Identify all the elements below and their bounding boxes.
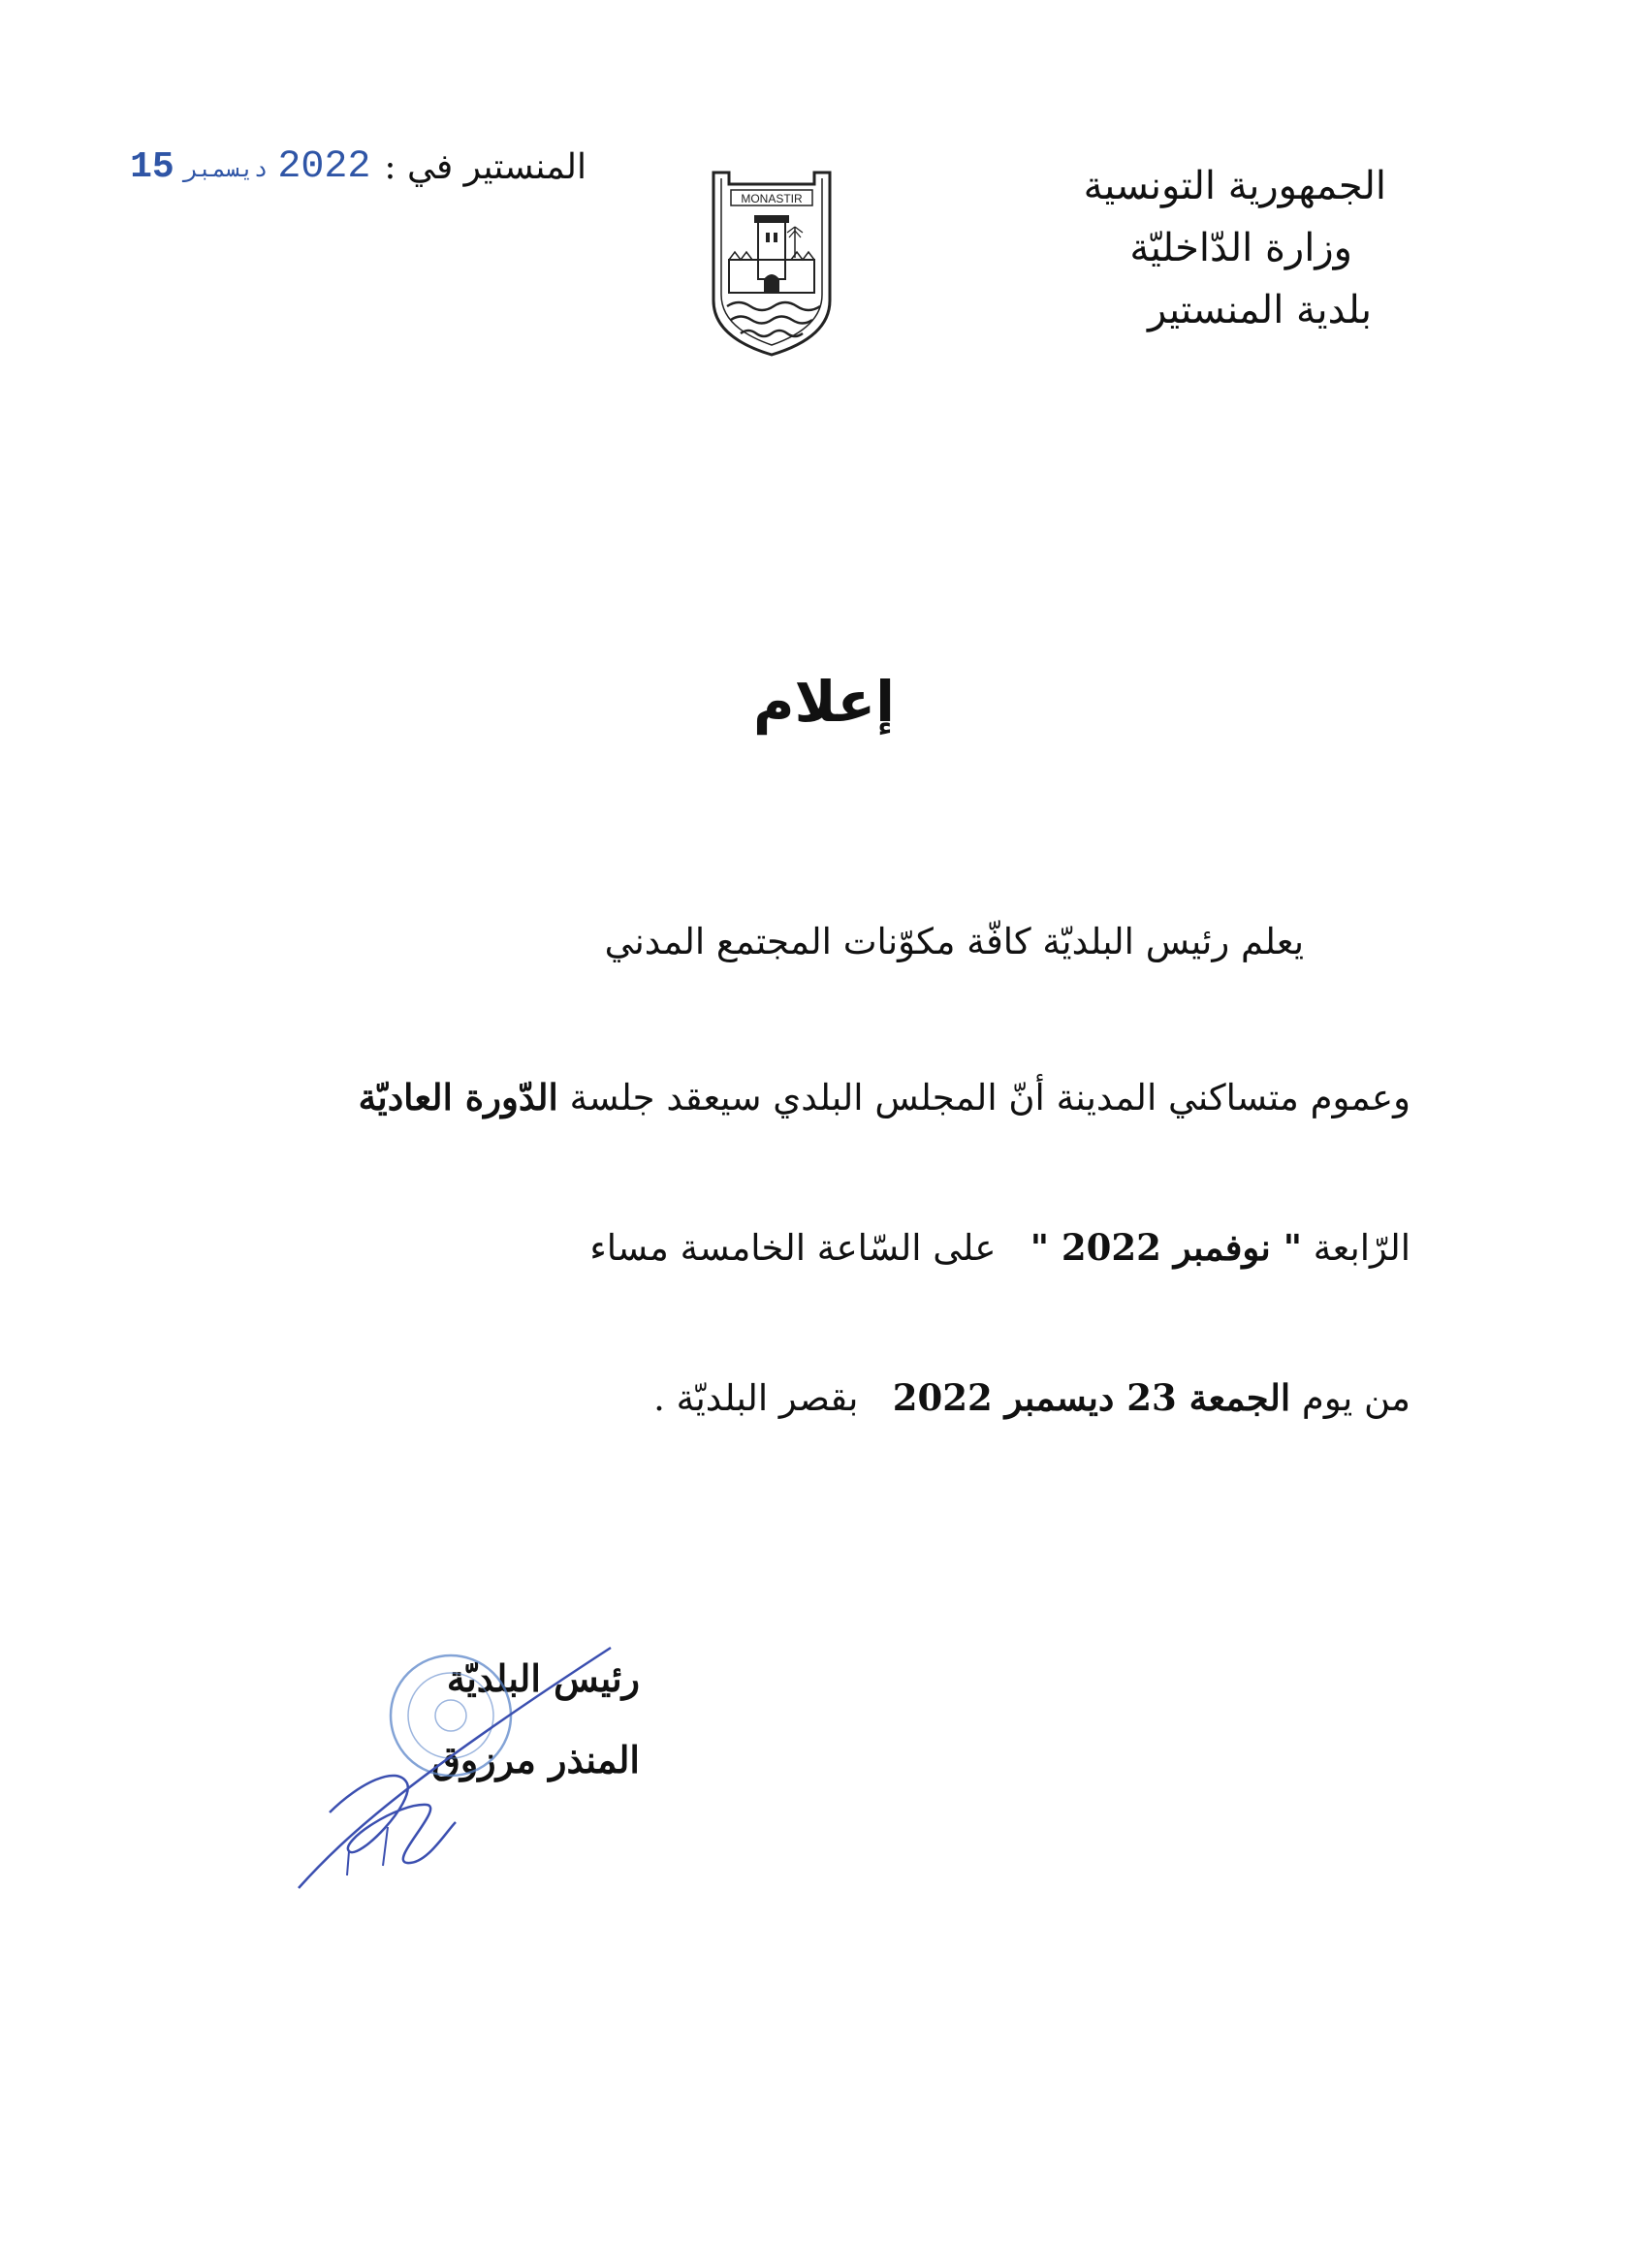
body-line-1: يعلم رئيس البلديّة كافّة مكوّنات المجتمع المدني bbox=[604, 921, 1304, 962]
body-line-2-text: وعموم متساكني المدينة أنّ المجلس البلدي سيعقد جلسة bbox=[569, 1077, 1410, 1118]
stamp-month: ديسمبر bbox=[183, 158, 269, 184]
body-line-4 bbox=[653, 1376, 1410, 1419]
body-line-2 bbox=[359, 1076, 1410, 1118]
ministry-name: وزارة الدّاخليّة bbox=[1129, 226, 1352, 270]
signatory-name: المنذر مرزوق bbox=[431, 1738, 640, 1781]
document-date bbox=[130, 145, 586, 189]
stamp-year: 2022 bbox=[277, 145, 371, 189]
republic-name: الجمهورية التونسية bbox=[1083, 164, 1386, 208]
date-label: المنستير في : bbox=[384, 147, 586, 187]
session-name: " نوفمبر 2022 " bbox=[1030, 1226, 1302, 1269]
municipality-name: بلدية المنستير bbox=[1147, 288, 1372, 332]
session-venue: بقصر البلديّة . bbox=[653, 1377, 859, 1419]
letterhead bbox=[1084, 155, 1386, 341]
body-line-3 bbox=[589, 1226, 1410, 1269]
date-stamp bbox=[130, 145, 370, 189]
signature-stamp-icon bbox=[291, 1638, 620, 1909]
body-line-3-text: الرّابعة bbox=[1313, 1227, 1410, 1269]
session-time: على السّاعة الخامسة مساء bbox=[589, 1227, 997, 1269]
signatory-title: رئيس البلديّة bbox=[446, 1656, 640, 1700]
body-line-4-text: من يوم bbox=[1301, 1377, 1410, 1419]
stamp-day: 15 bbox=[130, 146, 174, 188]
page-title: إعلام bbox=[752, 669, 896, 735]
session-type: الدّورة العاديّة bbox=[358, 1076, 558, 1118]
monastir-coat-of-arms-icon bbox=[708, 165, 836, 359]
emblem-label: MONASTIR bbox=[741, 192, 803, 205]
session-date: الجمعة 23 ديسمبر 2022 bbox=[892, 1376, 1291, 1419]
